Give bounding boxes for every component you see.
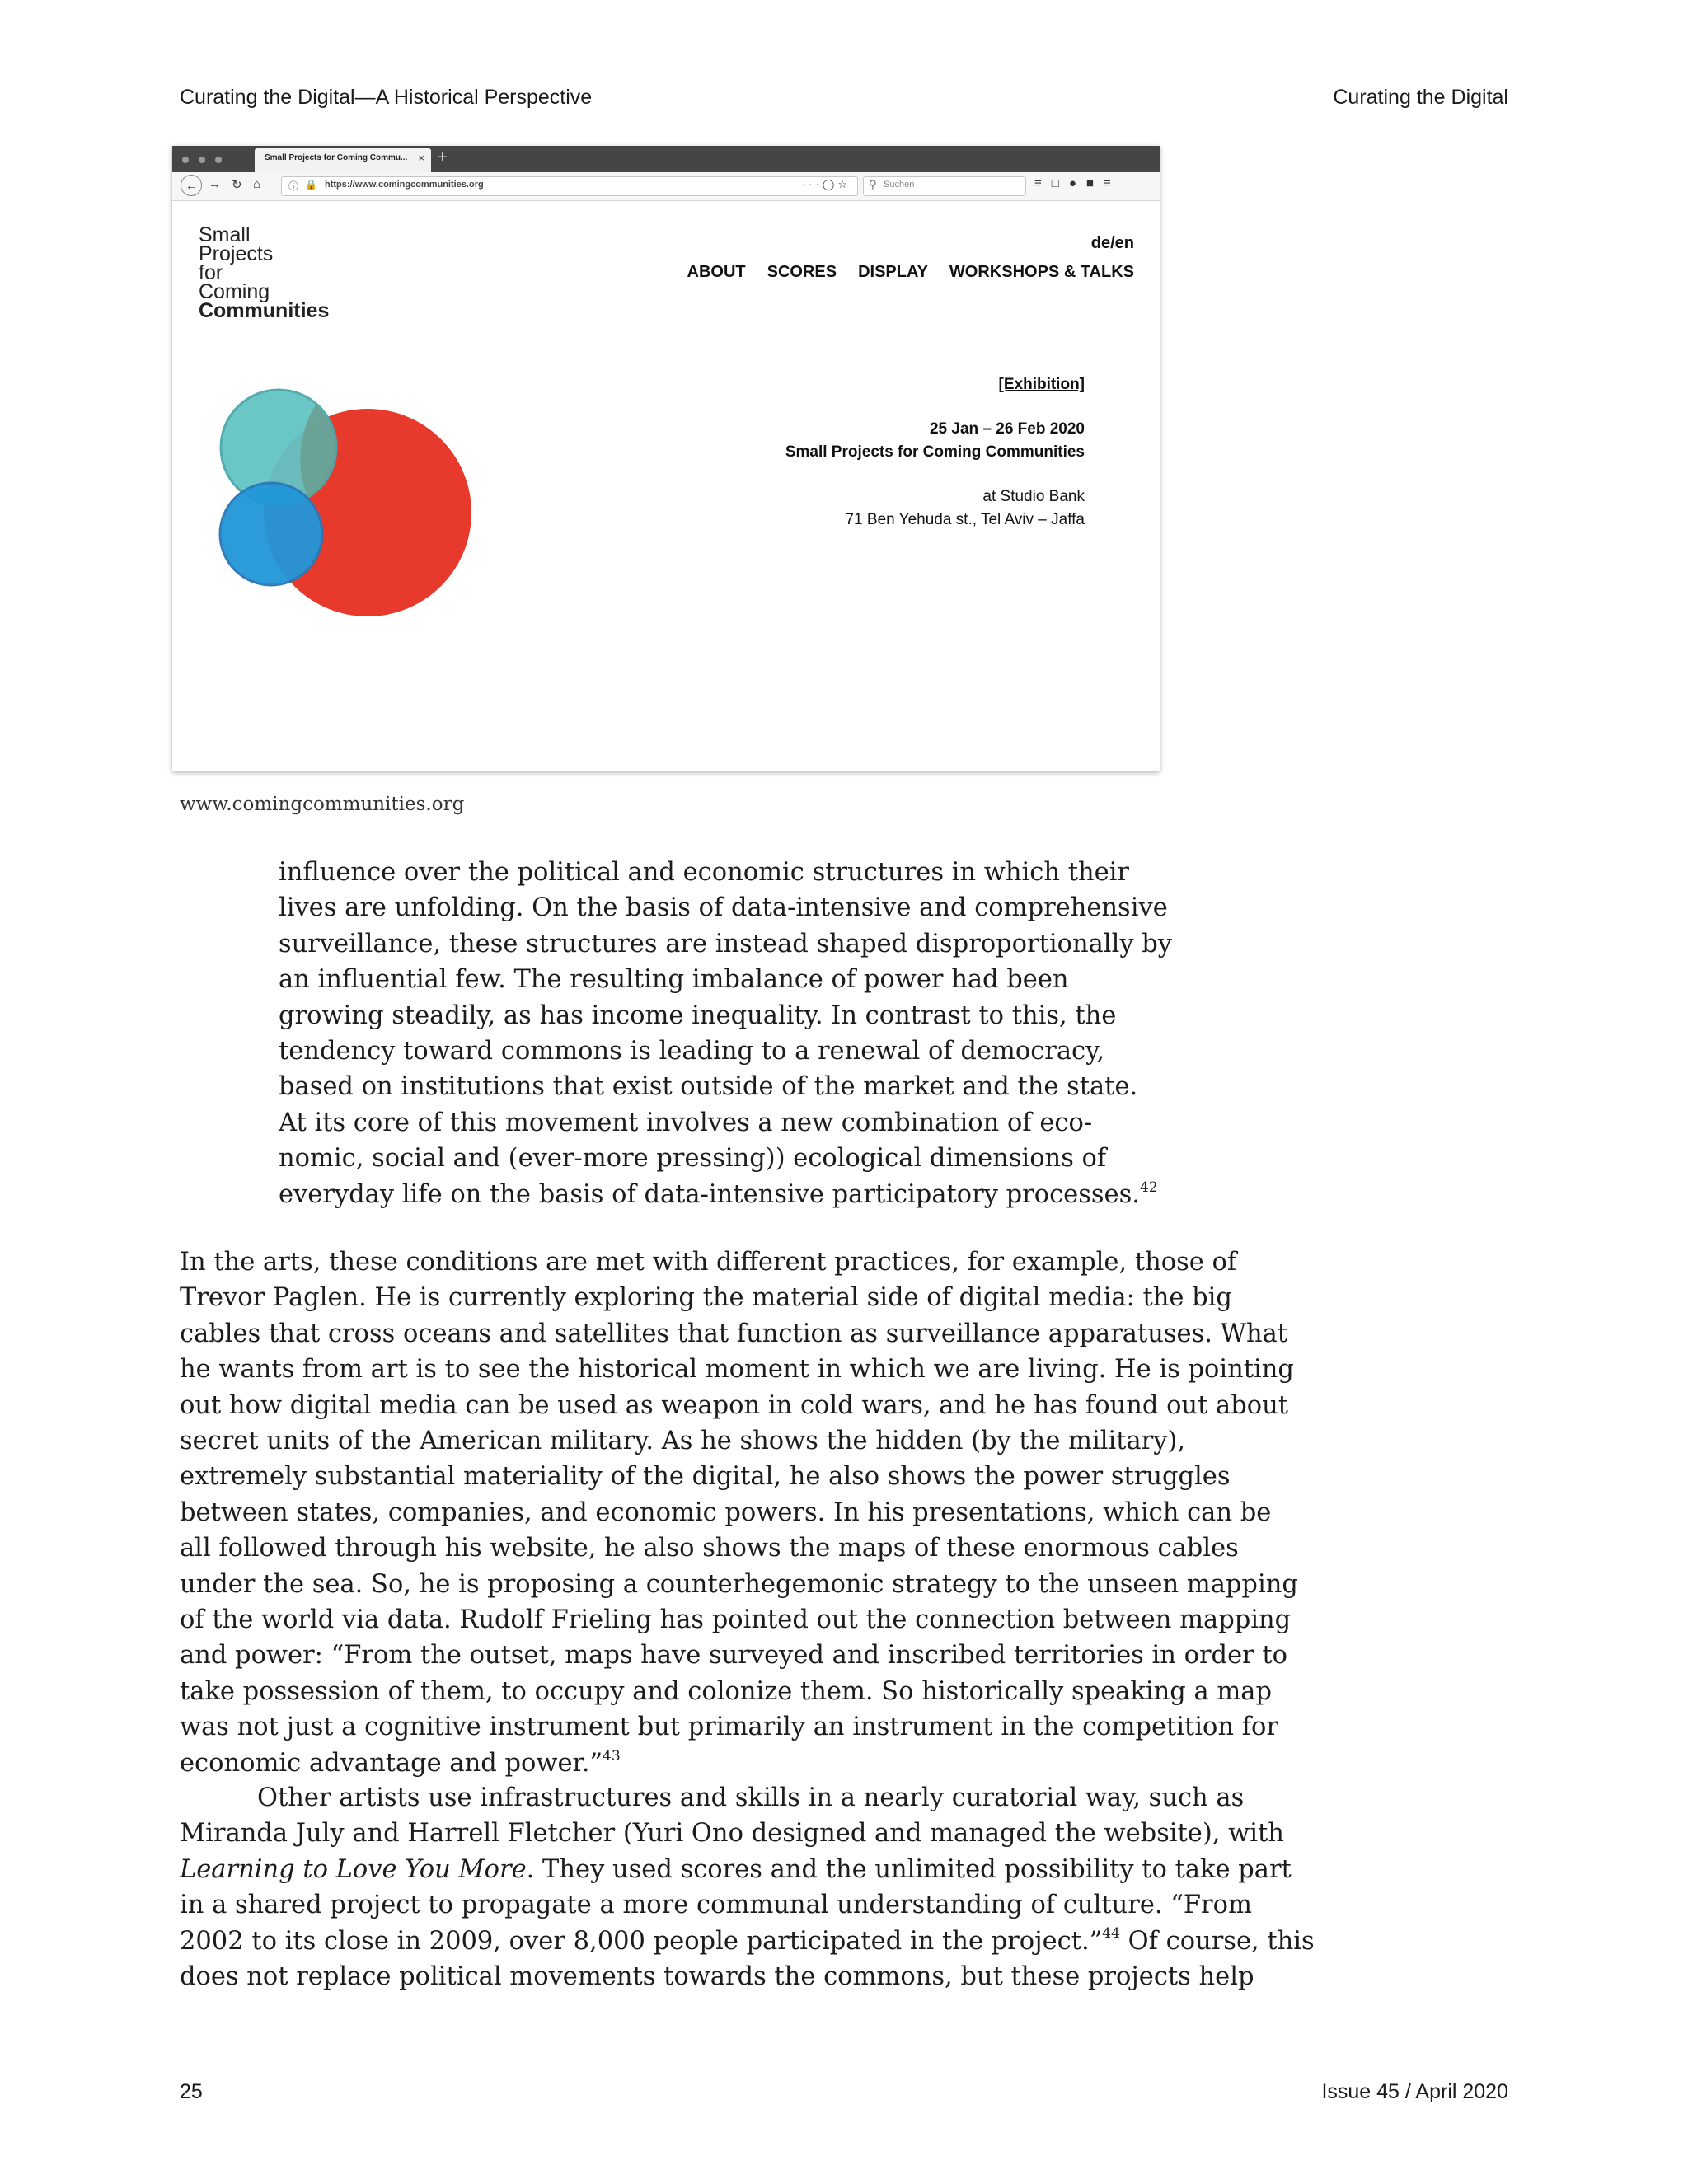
exhibition-tag-link[interactable]: [Exhibition] [998, 376, 1085, 393]
quote-line: everyday life on the basis of data-intensive participatory processes.$^{42}$ [279, 1179, 1158, 1209]
close-tab-icon[interactable]: × [418, 152, 424, 164]
logo-line: Small [199, 223, 251, 246]
search-placeholder: Suchen [884, 180, 915, 190]
work-title: Learning to Love You More [180, 1854, 527, 1884]
body-line: of the world via data. Rudolf Frieling has pointed out the connection between mapping [180, 1605, 1292, 1635]
body-line: and power: “From the outset, maps have surveyed and inscribed territories in order to [180, 1641, 1288, 1671]
nav-item-scores[interactable]: SCORES [767, 263, 837, 281]
footnote-ref[interactable]: 44 [1102, 1925, 1120, 1943]
toolbar-extension-icons[interactable]: ≡□●■≡ [1034, 176, 1121, 190]
quote-line: based on institutions that exist outside of the market and the state. [279, 1072, 1138, 1102]
body-line: was not just a cognitive instrument but primarily an instrument in the competition for [180, 1713, 1278, 1742]
page-number: 25 [180, 2080, 203, 2103]
body-line: take possession of them, to occupy and colonize them. So historically speaking a map [180, 1676, 1272, 1706]
search-icon: ⚲ [869, 178, 877, 190]
body-line: Other artists use infrastructures and skills in a nearly curatorial way, such as [257, 1783, 1245, 1812]
issue-info: Issue 45 / April 2020 [1321, 2080, 1508, 2103]
quote-line: At its core of this movement involves a new combination of eco- [279, 1108, 1093, 1137]
body-line: he wants from art is to see the historical moment in which we are living. He is pointing [180, 1355, 1294, 1385]
running-header-title: Curating the Digital—A Historical Perspective [180, 86, 593, 109]
logo-line: Communities [199, 299, 330, 322]
new-tab-icon[interactable]: + [438, 148, 448, 166]
body-line: out how digital media can be used as weapon in cold wars, and he has found out about [180, 1390, 1288, 1420]
site-nav [687, 263, 1135, 282]
nav-item-about[interactable]: ABOUT [687, 263, 746, 281]
lock-icon: 🔒 [305, 179, 317, 190]
body-line: cables that cross oceans and satellites that function as surveillance apparatuses. What [180, 1319, 1288, 1348]
body-line: extremely substantial materiality of the digital, he also shows the power struggles [180, 1462, 1231, 1492]
exhibition-address: 71 Ben Yehuda st., Tel Aviv – Jaffa [845, 511, 1085, 528]
browser-tab-bar [172, 146, 1160, 172]
exhibition-info [785, 373, 1085, 532]
nav-item-workshops-talks[interactable]: WORKSHOPS & TALKS [949, 263, 1134, 281]
quote-line: tendency toward commons is leading to a renewal of democracy, [279, 1037, 1105, 1066]
overlapping-circles-graphic [215, 370, 512, 634]
browser-toolbar [172, 172, 1160, 201]
body-line: 2002 to its close in 2009, over 8,000 people participated in the project.”$^{44}$ Of course, this [180, 1925, 1315, 1956]
nav-item-display[interactable]: DISPLAY [858, 263, 928, 281]
browser-tab[interactable] [255, 148, 431, 172]
quote-line: influence over the political and economic structures in which their [279, 858, 1129, 887]
body-line: does not replace political movements towards the commons, but these projects help [180, 1962, 1254, 1992]
window-close-dot[interactable] [182, 157, 189, 163]
body-line: economic advantage and power.”$^{43}$ [180, 1747, 621, 1778]
footnote-ref[interactable]: 42 [1139, 1179, 1158, 1196]
home-icon[interactable]: ⌂ [253, 177, 261, 191]
body-line: In the arts, these conditions are met with different practices, for example, those of [180, 1248, 1237, 1277]
figure-caption: www.comingcommunities.org [180, 794, 465, 815]
back-arrow-icon[interactable]: ← [181, 175, 202, 196]
address-bar[interactable] [281, 176, 858, 196]
body-line: in a shared project to propagate a more communal understanding of culture. “From [180, 1891, 1252, 1920]
quote-line: an influential few. The resulting imbalance of power had been [279, 965, 1069, 995]
logo-line: Projects [199, 242, 274, 265]
exhibition-venue: at Studio Bank [982, 488, 1085, 505]
body-line: between states, companies, and economic powers. In his presentations, which can be [180, 1497, 1272, 1527]
quote-line: lives are unfolding. On the basis of data-intensive and comprehensive [279, 893, 1168, 923]
logo-line: Coming [199, 280, 270, 303]
site-logo[interactable] [199, 223, 330, 322]
address-bar-url: https://www.comingcommunities.org [325, 180, 484, 190]
search-box[interactable] [863, 176, 1026, 196]
body-paragraph [180, 1780, 1315, 1994]
page-actions-icons[interactable]: ···◯☆ [801, 178, 851, 190]
body-line: Miranda July and Harrell Fletcher (Yuri Ono designed and managed the website), with [180, 1819, 1284, 1849]
logo-line: for [199, 261, 223, 284]
info-icon[interactable]: ⓘ [288, 180, 299, 192]
forward-arrow-icon[interactable]: → [209, 177, 221, 191]
exhibition-title: Small Projects for Coming Communities [785, 443, 1085, 461]
body-line: under the sea. So, he is proposing a counterhegemonic strategy to the unseen mapping [180, 1569, 1298, 1599]
exhibition-dates: 25 Jan – 26 Feb 2020 [929, 420, 1085, 438]
window-minimize-dot[interactable] [199, 157, 205, 163]
quote-line: nomic, social and (ever-more pressing)) ecological dimensions of [279, 1144, 1107, 1174]
browser-tab-title: Small Projects for Coming Commu... [265, 153, 408, 162]
body-paragraph [180, 1244, 1298, 1781]
body-line: Learning to Love You More. They used scores and the unlimited possibility to take part [180, 1854, 1292, 1884]
body-line: all followed through his website, he also shows the maps of these enormous cables [180, 1534, 1239, 1563]
blue-circle [220, 483, 322, 585]
language-switch[interactable]: de/en [1090, 234, 1134, 252]
website-content [172, 201, 1160, 770]
block-quote [279, 855, 1173, 1212]
quote-line: growing steadily, as has income inequality. In contrast to this, the [279, 1001, 1117, 1030]
footnote-ref[interactable]: 43 [603, 1747, 621, 1765]
quote-line: surveillance, these structures are instead shaped disproportionally by [279, 929, 1173, 958]
running-header-section: Curating the Digital [1333, 86, 1508, 109]
reload-icon[interactable]: ↻ [232, 178, 242, 192]
body-line: Trevor Paglen. He is currently exploring the material side of digital media: the big [180, 1283, 1232, 1313]
window-maximize-dot[interactable] [215, 157, 222, 163]
body-line: secret units of the American military. As he shows the hidden (by the military), [180, 1427, 1186, 1456]
website-screenshot-figure [172, 146, 1160, 771]
